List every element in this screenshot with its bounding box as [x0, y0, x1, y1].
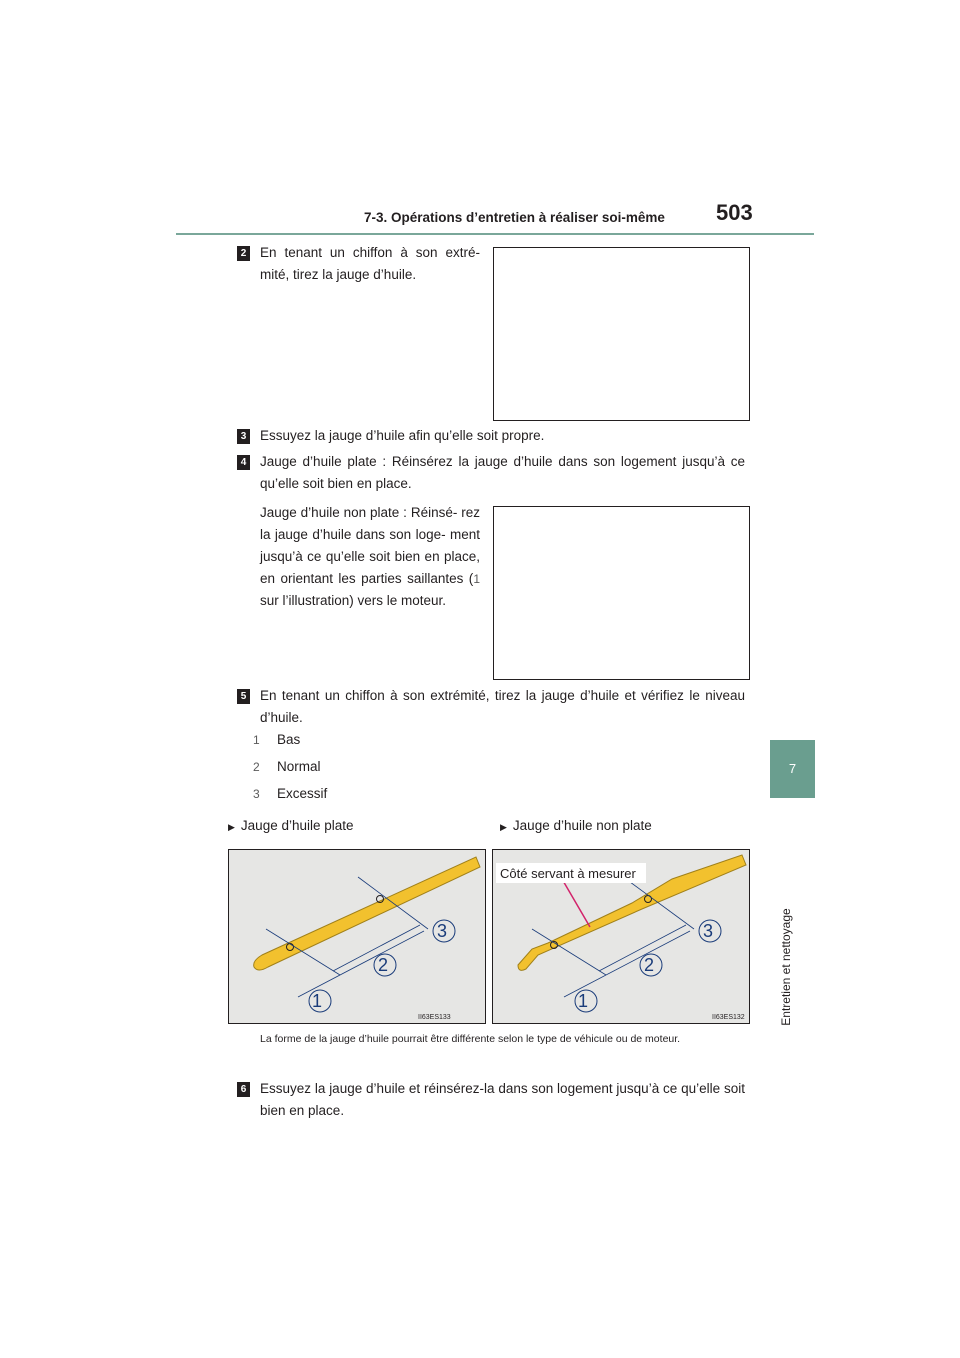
- triangle-bullet-icon: ▶: [500, 822, 507, 832]
- callout-2: 2: [378, 955, 389, 975]
- level-item: [253, 786, 327, 813]
- nonflat-dipstick-figure: [492, 849, 750, 1024]
- level-number: 2: [253, 760, 260, 774]
- step-4-illustration: [493, 506, 750, 680]
- figure-title-nonflat-text: Jauge d’huile non plate: [512, 818, 652, 833]
- figure-code: II63ES133: [418, 1014, 451, 1021]
- step-4-badge: 4: [237, 455, 250, 470]
- callout-3: 3: [703, 921, 714, 941]
- header-rule: [176, 233, 814, 235]
- triangle-bullet-icon: ▶: [228, 822, 235, 832]
- flat-dipstick-figure: [228, 849, 486, 1024]
- level-item: [253, 759, 327, 786]
- step-4-text-b: sur l’illustration) vers le moteur.: [260, 593, 447, 608]
- step-6-badge: 6: [237, 1082, 250, 1097]
- figure-note: La forme de la jauge d’huile pourrait être différente selon le type de véhicule ou de moteur.: [260, 1033, 681, 1045]
- section-title: 7-3. Opérations d’entretien à réaliser soi-même: [364, 210, 665, 225]
- figure-title-flat-text: Jauge d’huile plate: [240, 818, 354, 833]
- level-item: [253, 732, 327, 759]
- callout-2: 2: [644, 955, 655, 975]
- measuring-side-label: Côté servant à mesurer: [500, 866, 636, 881]
- figure-title-nonflat: [500, 818, 652, 833]
- step-4-text-a: Jauge d’huile non plate : Réinsé- rez la jauge d’huile dans son loge- ment jusqu’à ce qu’elle soit bien en place, en orientant les parties saillantes (: [260, 505, 480, 586]
- level-label: Normal: [277, 759, 321, 774]
- step-5-text: En tenant un chiffon à son extrémité, tirez la jauge d’huile et vérifiez le niveau d’huile.: [260, 688, 745, 725]
- chapter-label: Entretien et nettoyage: [779, 908, 793, 1026]
- callout-mark-1: 1: [473, 572, 480, 586]
- step-2-illustration: [493, 247, 750, 421]
- level-label: Excessif: [277, 786, 328, 801]
- callout-1: 1: [312, 991, 323, 1011]
- step-6-text: Essuyez la jauge d’huile et réinsérez-la dans son logement jusqu’à ce qu’elle soit bien en place.: [260, 1081, 745, 1118]
- callout-1: 1: [578, 991, 589, 1011]
- chapter-tab: 7: [770, 740, 815, 798]
- level-list: [253, 732, 327, 813]
- figure-code: II63ES132: [712, 1014, 745, 1021]
- level-label: Bas: [277, 732, 301, 747]
- step-2-badge: 2: [237, 246, 250, 261]
- step-4-text-nonflat: [260, 502, 480, 612]
- page-number: 503: [716, 200, 753, 225]
- callout-3: 3: [437, 921, 448, 941]
- step-4-text: Jauge d’huile plate : Réinsérez la jauge d’huile dans son logement jusqu’à ce qu’elle soit bien en place.: [260, 454, 745, 491]
- step-5-badge: 5: [237, 689, 250, 704]
- step-3-text: Essuyez la jauge d’huile afin qu’elle soit propre.: [260, 428, 545, 443]
- level-number: 1: [253, 733, 260, 747]
- step-3-badge: 3: [237, 429, 250, 444]
- level-number: 3: [253, 787, 260, 801]
- step-2-text: En tenant un chiffon à son extré- mité, tirez la jauge d’huile.: [260, 245, 480, 282]
- figure-title-flat: [228, 818, 354, 833]
